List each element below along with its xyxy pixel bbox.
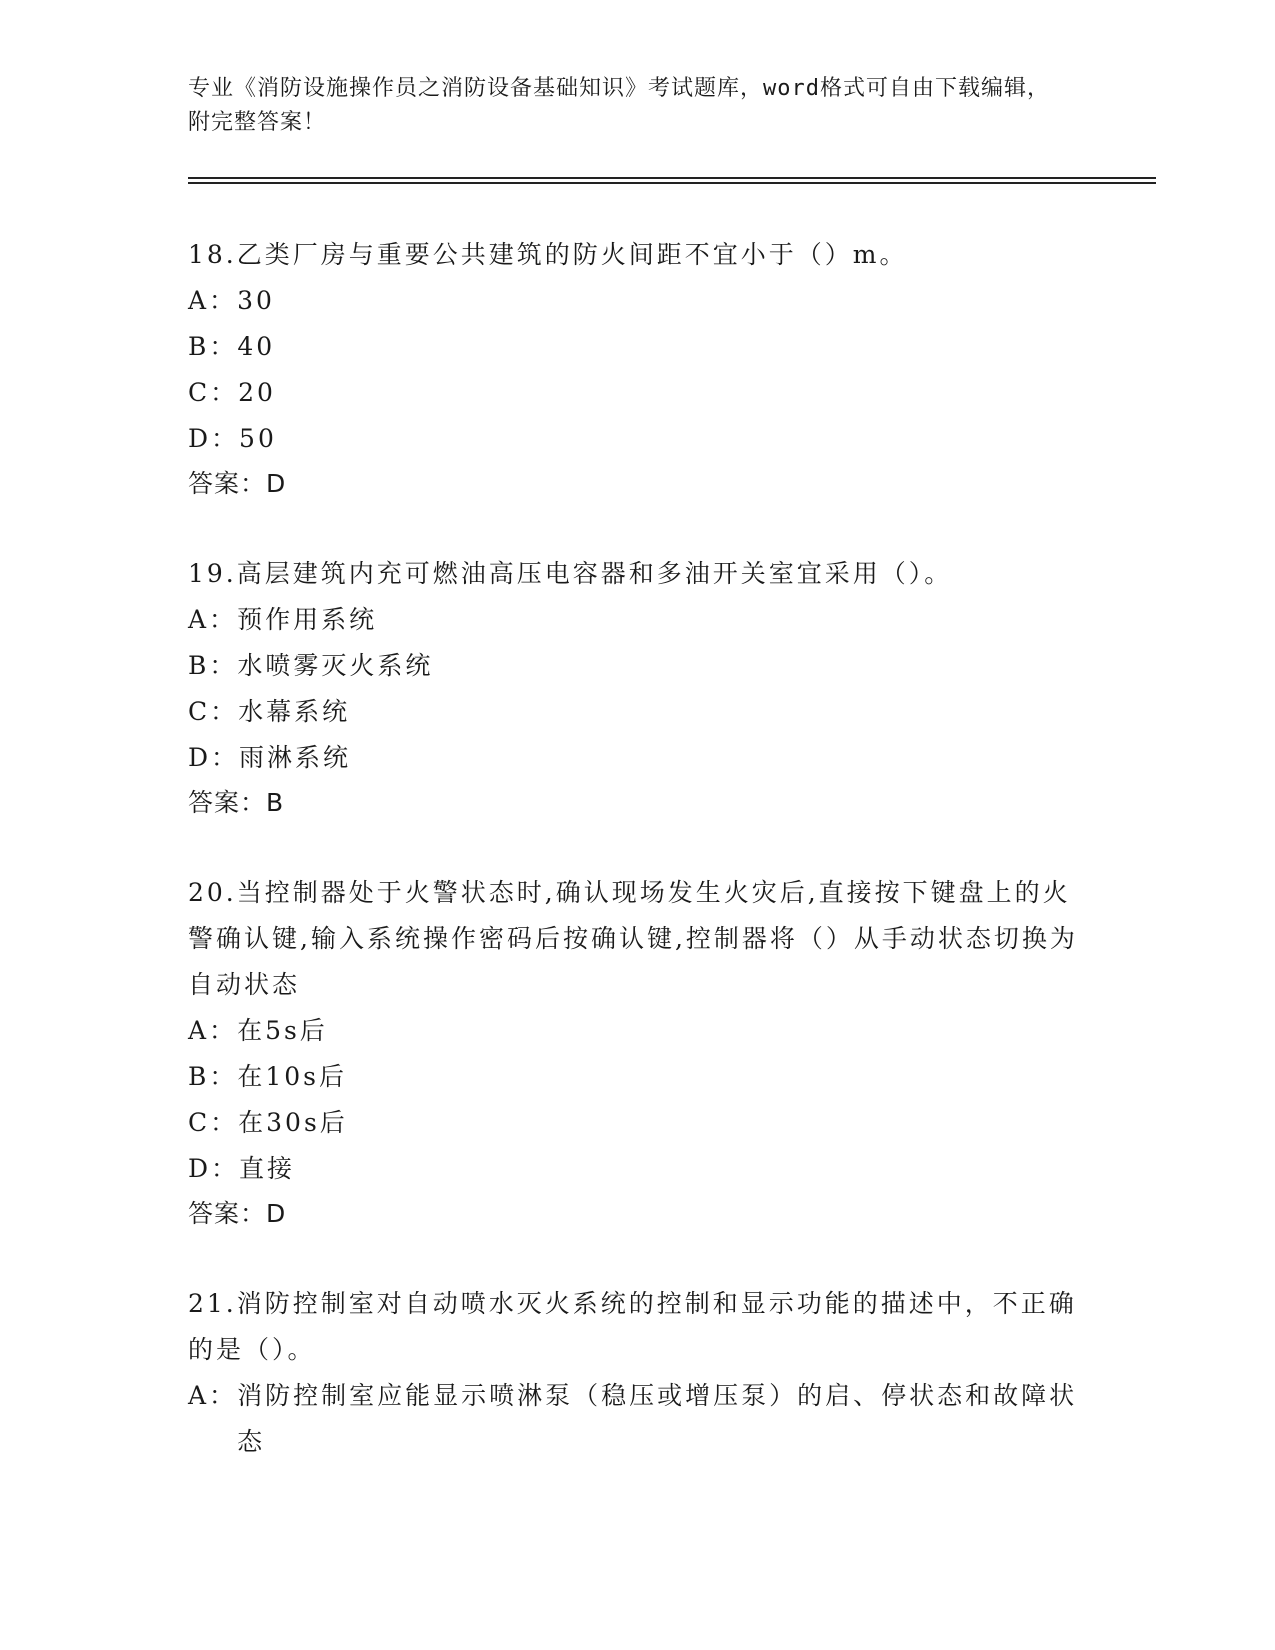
option-text: 在10s后 [237, 1062, 348, 1091]
option-letter: B： [188, 332, 238, 361]
header-divider-top [188, 177, 1156, 179]
option-letter: D： [188, 743, 240, 772]
option-list [188, 1008, 1078, 1192]
option-d [188, 1146, 1078, 1192]
question-18 [188, 232, 1078, 506]
answer-line: 答案：B [188, 788, 285, 817]
option-text: 在30s后 [238, 1108, 348, 1137]
option-letter: B： [188, 1062, 238, 1091]
option-b [188, 324, 1078, 370]
option-text: 40 [237, 332, 276, 361]
option-c [188, 689, 1078, 735]
option-letter: A： [188, 1016, 238, 1045]
option-letter: C： [188, 697, 239, 726]
option-text: 50 [239, 424, 277, 453]
option-letter: A： [188, 605, 238, 634]
option-a [188, 597, 1078, 643]
option-c [188, 370, 1078, 416]
answer-line: 答案：D [188, 1199, 287, 1228]
question-stem: 21.消防控制室对自动喷水灭火系统的控制和显示功能的描述中，不正确的是（）。 [188, 1289, 1077, 1364]
answer-line: 答案：D [188, 469, 287, 498]
question-stem: 18.乙类厂房与重要公共建筑的防火间距不宜小于（）m。 [188, 240, 908, 269]
option-list [188, 597, 1078, 781]
option-d [188, 416, 1078, 462]
option-a [188, 1373, 1078, 1465]
header-divider-bottom [188, 182, 1156, 184]
header-note: 专业《消防设施操作员之消防设备基础知识》考试题库，word格式可自由下载编辑，附完整答案！ [188, 76, 1050, 135]
option-list [188, 1373, 1078, 1465]
option-letter: A： [188, 286, 238, 315]
option-text: 20 [238, 378, 276, 407]
option-text: 在5s后 [237, 1016, 328, 1045]
question-list [188, 232, 1078, 1510]
option-letter: C： [188, 1108, 239, 1137]
option-letter: C： [188, 378, 239, 407]
option-text: 30 [237, 286, 275, 315]
option-letter: A： [188, 1381, 238, 1410]
option-text: 预作用系统 [237, 605, 378, 634]
option-list [188, 278, 1078, 462]
option-letter: D： [188, 424, 240, 453]
option-a [188, 1008, 1078, 1054]
option-text: 水喷雾灭火系统 [237, 651, 434, 680]
option-text: 水幕系统 [238, 697, 351, 726]
option-b [188, 643, 1078, 689]
option-a [188, 278, 1078, 324]
option-letter: D： [188, 1154, 240, 1183]
option-text: 直接 [239, 1154, 296, 1183]
question-20 [188, 870, 1078, 1236]
question-19 [188, 551, 1078, 825]
option-text: 消防控制室应能显示喷淋泵（稳压或增压泵）的启、停状态和故障状态 [237, 1381, 1078, 1456]
option-text: 雨淋系统 [239, 743, 352, 772]
option-letter: B： [188, 651, 238, 680]
option-d [188, 735, 1078, 781]
option-b [188, 1054, 1078, 1100]
question-stem: 20.当控制器处于火警状态时,确认现场发生火灾后,直接按下键盘上的火警确认键,输入系统操作密码后按确认键,控制器将（）从手动状态切换为自动状态 [188, 878, 1078, 999]
option-c [188, 1100, 1078, 1146]
question-21 [188, 1281, 1078, 1465]
question-stem: 19.高层建筑内充可燃油高压电容器和多油开关室宜采用（）。 [188, 559, 953, 588]
